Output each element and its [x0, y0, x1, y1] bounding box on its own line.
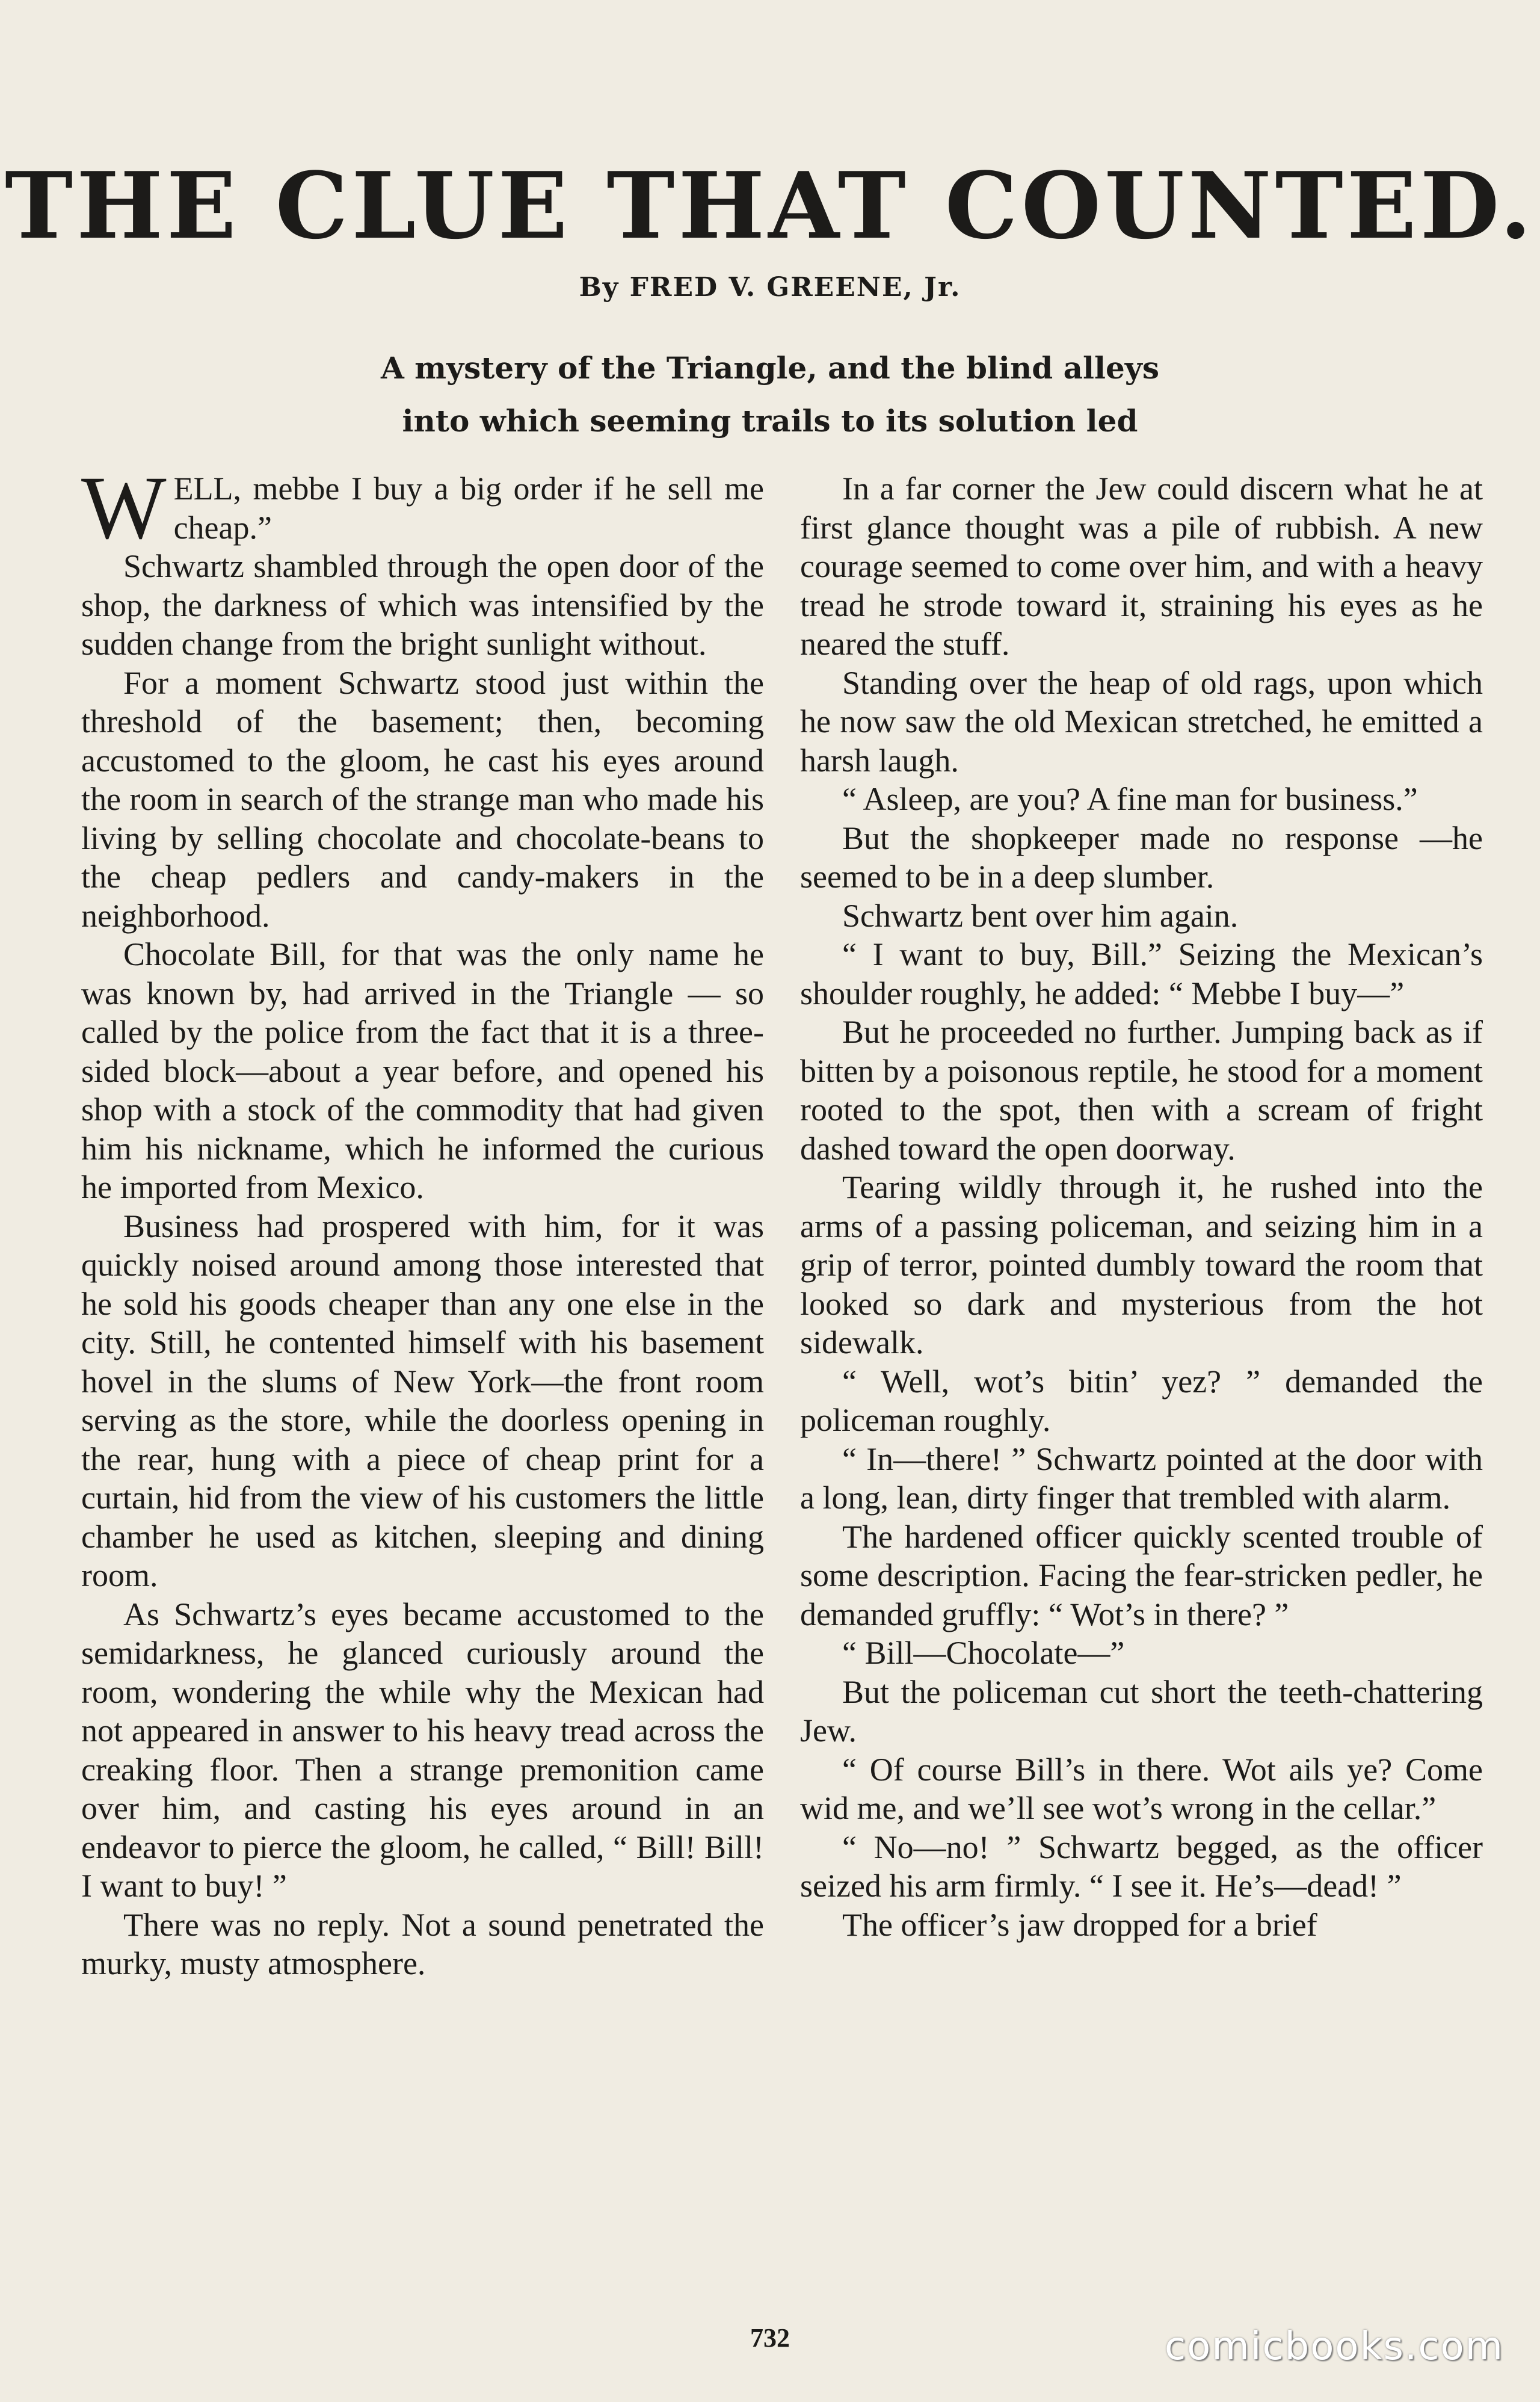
subtitle [0, 342, 1540, 448]
paragraph: “ Well, wot’s bitin’ yez? ” demanded the policeman roughly. [800, 1363, 1483, 1438]
paragraph: Tearing wildly through it, he rushed into the arms of a passing policeman, and seizing him in a grip of terror, pointed dumbly toward the room that looked so dark and mysterious from the hot sidewalk. [800, 1169, 1483, 1360]
subtitle-line: A mystery of the Triangle, and the blind alleys [380, 350, 1160, 386]
drop-cap: W [81, 458, 167, 558]
paragraph: But he proceeded no further. Jumping back as if bitten by a poisonous reptile, he stood for a moment rooted to the spot, then with a scream of fright dashed toward the open doorway. [800, 1014, 1483, 1167]
paragraph: In a far corner the Jew could discern what he at first glance thought was a pile of rubbish. A new courage seemed to come over him, and with a heavy tread he strode toward it, straining his eyes as he neared the stuff. [800, 471, 1483, 662]
paragraph: “ In—there! ” Schwartz pointed at the door with a long, lean, dirty finger that trembled with alarm. [800, 1440, 1483, 1516]
paragraph: For a moment Schwartz stood just within the threshold of the basement; then, becoming accustomed to the gloom, he cast his eyes around the room in search of the strange man who made his living by selling chocolate and chocolate-beans to the cheap pedlers and candy-makers in the neighborhood. [81, 664, 764, 934]
left-column [81, 458, 764, 1983]
paragraph: But the policeman cut short the teeth-chattering Jew. [800, 1673, 1483, 1749]
paragraph: “ Of course Bill’s in there. Wot ails ye? Come wid me, and we’ll see wot’s wrong in the cellar.” [800, 1751, 1483, 1826]
paragraph: Schwartz shambled through the open door of the shop, the darkness of which was intensified by the sudden change from the bright sunlight without. [81, 548, 764, 662]
paragraph: Business had prospered with him, for it was quickly noised around among those interested that he sold his goods cheaper than any one else in the city. Still, he contented himself with his basement hovel in the slums of New York—the front room serving as the store, while the doorless opening in the rear, hung with a piece of cheap print for a curtain, hid from the view of his customers the little chamber he used as kitchen, sleeping and dining room. [81, 1208, 764, 1593]
paragraph: The hardened officer quickly scented trouble of some description. Facing the fear-stricken pedler, he demanded gruffly: “ Wot’s in there? ” [800, 1518, 1483, 1632]
paragraph: “ Bill—Chocolate—” [842, 1635, 1125, 1671]
right-column [800, 469, 1483, 1944]
lead-paragraph [81, 458, 764, 558]
paragraph: But the shopkeeper made no response —he seemed to be in a deep slumber. [800, 820, 1483, 895]
page-title: THE CLUE THAT COUNTED. [5, 152, 1535, 259]
byline: By FRED V. GREENE, Jr. [579, 272, 961, 303]
paragraph: Chocolate Bill, for that was the only name he was known by, had arrived in the Triangle — so called by the police from the fact that it is a three-sided block—about a year before, and opened his shop with a stock of the commodity that had given him his nickname, which he informed the curious he imported from Mexico. [81, 936, 764, 1205]
lead-text: ELL, mebbe I buy a big order if he sell me cheap.” [173, 471, 764, 546]
paragraph: There was no reply. Not a sound penetrated the murky, musty atmosphere. [81, 1906, 764, 1981]
page-number: 732 [750, 2323, 790, 2353]
paragraph: “ Asleep, are you? A fine man for business.” [842, 781, 1418, 817]
paragraph: Schwartz bent over him again. [842, 897, 1239, 934]
paragraph: “ I want to buy, Bill.” Seizing the Mexican’s shoulder roughly, he added: “ Mebbe I buy—” [800, 936, 1483, 1011]
paragraph: “ No—no! ” Schwartz begged, as the officer seized his arm firmly. “ I see it. He’s—dead! ” [800, 1829, 1483, 1904]
subtitle-line: into which seeming trails to its solution led [402, 403, 1138, 439]
paragraph: Standing over the heap of old rags, upon which he now saw the old Mexican stretched, he emitted a harsh laugh. [800, 664, 1483, 779]
paragraph: As Schwartz’s eyes became accustomed to the semidarkness, he glanced curiously around the room, wondering the while why the Mexican had not appeared in answer to his heavy tread across the creaking floor. Then a strange premonition came over him, and casting his eyes around in an endeavor to pierce the gloom, he called, “ Bill! Bill! I want to buy! ” [81, 1596, 764, 1904]
watermark: comicbooks.com [1164, 2324, 1504, 2369]
paragraph: The officer’s jaw dropped for a brief [842, 1906, 1317, 1943]
